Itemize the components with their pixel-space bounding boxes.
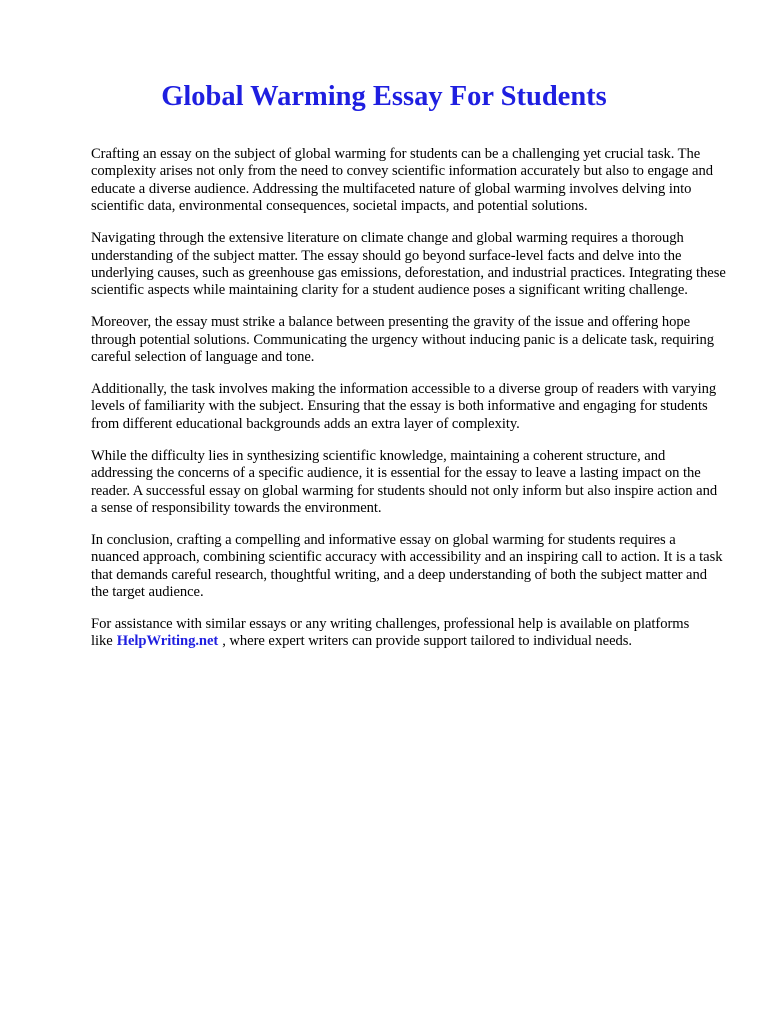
helpwriting-link[interactable]: HelpWriting.net (116, 633, 219, 650)
closing-paragraph (91, 616, 727, 651)
essay-body (91, 146, 727, 665)
paragraph-6: In conclusion, crafting a compelling and informative essay on global warming for students requires a nuanced approach, combining scientific accuracy with accessibility and an inspiring call to action. It is a task that demands careful research, thoughtful writing, and a deep understanding of both the subject matter and the target audience. (91, 531, 723, 601)
page-title: Global Warming Essay For Students (161, 81, 607, 112)
closing-text-after-link: , where expert writers can provide support tailored to individual needs. (222, 633, 632, 650)
paragraph-5: While the difficulty lies in synthesizing scientific knowledge, maintaining a coherent structure, and addressing the concerns of a specific audience, it is essential for the essay to leave a lasting impact on the reader. A successful essay on global warming for students should not only inform but also inspire action and a sense of responsibility towards the environment. (91, 447, 718, 516)
paragraph-1: Crafting an essay on the subject of global warming for students can be a challenging yet crucial task. The complexity arises not only from the need to convey scientific information accurately but also to engage and educate a diverse audience. Addressing the multifaceted nature of global warming involves delving into scientific data, environmental consequences, societal impacts, and potential solutions. (91, 146, 713, 215)
paragraph-4: Additionally, the task involves making the information accessible to a diverse group of readers with varying levels of familiarity with the subject. Ensuring that the essay is both informative and engaging for students from different educational backgrounds adds an extra layer of complexity. (91, 380, 717, 432)
paragraph-3: Moreover, the essay must strike a balance between presenting the gravity of the issue and offering hope through potential solutions. Communicating the urgency without inducing panic is a delicate task, requiring careful selection of language and tone. (91, 314, 715, 366)
paragraph-2: Navigating through the extensive literature on climate change and global warming requires a thorough understanding of the subject matter. The essay should go beyond surface-level facts and delve into the underlying causes, such as greenhouse gas emissions, deforestation, and industrial practices. Integrating these scientific aspects while maintaining clarity for a student audience poses a significant writing challenge. (91, 230, 726, 299)
closing-text-before-link: For assistance with similar essays or any writing challenges, professional help is available on platforms like (91, 615, 690, 650)
